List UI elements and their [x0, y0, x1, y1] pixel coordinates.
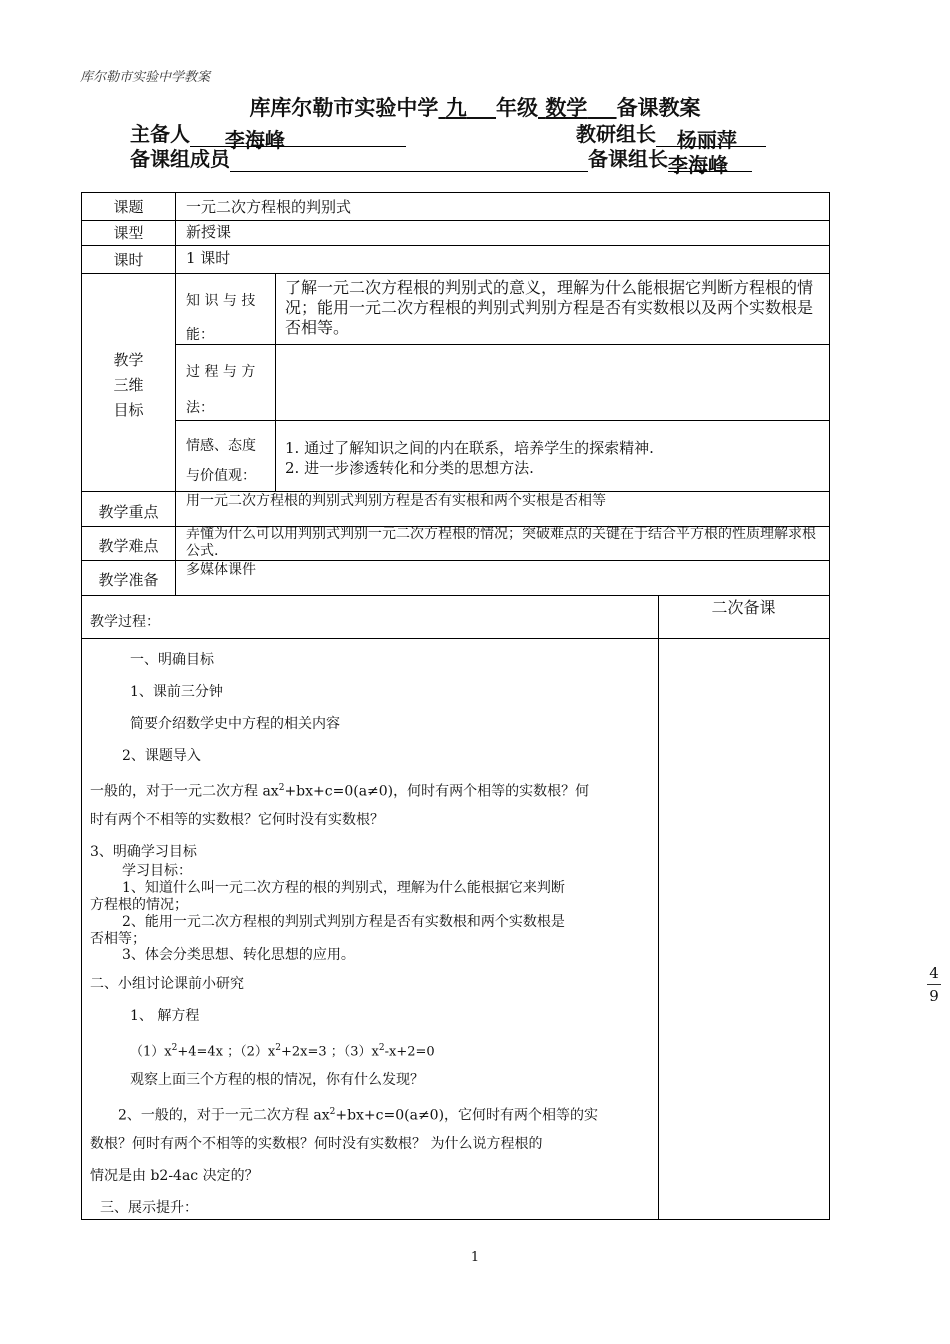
difficulty-label: 教学难点: [98, 537, 159, 555]
grade-value: 九: [445, 96, 467, 120]
head-name: 李海峰: [668, 153, 728, 177]
process-p3: 简要介绍数学史中方程的相关内容: [130, 716, 340, 732]
process-p16: 数根？何时有两个不相等的实数根？何时没有实数根？ 为什么说方程根的: [90, 1136, 543, 1152]
emotion-value: 1. 通过了解知识之间的内在联系，培养学生的探索精神. 2. 进一步渗透转化和分类的思想方法.: [285, 439, 654, 477]
knowledge-value: 了解一元二次方程根的判别式的意义，理解为什么能根据它判断方程根的情况；能用一元二次方程根的判别式判别方程是否有实数根以及两个实数根是否相等。: [285, 278, 814, 337]
topic-value: 一元二次方程根的判别式: [186, 198, 352, 216]
process-p2: 1、课前三分钟: [130, 684, 223, 700]
school-name: 库库尔勒市实验中学: [249, 96, 439, 120]
group-label: 教研组长: [576, 122, 656, 146]
hours-label: 课时: [113, 251, 144, 269]
second-prep-heading: 二次备课: [711, 598, 776, 617]
members-label: 备课组成员: [130, 147, 230, 171]
process-p4: 2、课题导入: [122, 748, 201, 764]
members-field: [230, 149, 588, 172]
equations: $(1)x^2+4=4x$ ；$(2)x^2+2x=3$ ；$(3)x^2-x+2=0$: [130, 1043, 435, 1060]
process-p6: 时有两个不相等的实数根？它何时没有实数根？: [90, 812, 384, 828]
group-name: 杨丽萍: [676, 128, 737, 152]
process-p9: 1、知道什么叫一元二次方程的根的判别式，理解为什么能根据它来判断 方程根的情况；: [90, 880, 565, 913]
process-p8: 学习目标：: [122, 863, 192, 879]
head-name-field: [668, 149, 752, 177]
process-p14: 观察上面三个方程的根的情况，你有什么发现？: [130, 1072, 424, 1088]
header-note: 库尔勒市实验中学教案: [80, 70, 211, 85]
goals-label: 教学 三维 目标: [113, 351, 144, 419]
process-p15: 2、一般的，对于一元二次方程 $ax^2+bx+c=0(a\ne 0)$，它何时有两个相等的实: [118, 1107, 599, 1124]
lesson-table: [81, 192, 830, 1220]
key-value: 用一元二次方程根的判别式判别方程是否有实根和两个实根是否相等: [186, 493, 606, 509]
process-p13: 1、 解方程: [130, 1008, 200, 1024]
process-heading: 教学过程：: [90, 614, 160, 630]
process-p7: 3、明确学习目标: [90, 844, 197, 860]
process-method-label: 过 程 与 方 法：: [186, 364, 256, 416]
process-p5: 一般的，对于一元二次方程 $ax^2+bx+c=0(a\ne 0)$，何时有两个相等的实数根？何: [90, 783, 590, 800]
subject-value: 数学: [545, 96, 588, 120]
process-p1: 一、明确目标: [130, 652, 214, 668]
side-page-marker: 4 9: [924, 962, 944, 1007]
process-p18: 三、展示提升：: [100, 1200, 198, 1216]
type-label: 课型: [113, 224, 144, 242]
lead-label: 主备人: [130, 122, 190, 146]
hours-value: 1 课时: [186, 249, 231, 267]
process-p11: 3、体会分类思想、转化思想的应用。: [122, 947, 355, 963]
knowledge-label: 知 识 与 技 能：: [186, 293, 256, 343]
process-p17: 情况是由 b2-4ac 决定的？: [90, 1168, 259, 1184]
page-number: 1: [470, 1250, 480, 1265]
key-label: 教学重点: [98, 503, 159, 521]
grade-suffix: 年级: [496, 96, 538, 120]
difficulty-value: 弄懂为什么可以用判别式判别一元二次方程根的情况；突破难点的关键在于结合平方根的性质理解求根公式.: [186, 526, 816, 559]
prep-value: 多媒体课件: [186, 562, 256, 578]
title-suffix: 备课教案: [616, 96, 701, 120]
head-label: 备课组长: [588, 147, 668, 171]
process-p12: 二、小组讨论课前小研究: [90, 976, 244, 992]
process-p10: 2、能用一元二次方程根的判别式判别方程是否有实数根和两个实数根是 否相等；: [90, 914, 565, 947]
topic-label: 课题: [113, 198, 144, 216]
emotion-label: 情感、态度 与价值观：: [186, 438, 256, 484]
type-value: 新授课: [186, 223, 232, 241]
members-line: [130, 143, 752, 177]
prep-label: 教学准备: [98, 571, 159, 589]
lead-name: 李海峰: [224, 128, 285, 152]
